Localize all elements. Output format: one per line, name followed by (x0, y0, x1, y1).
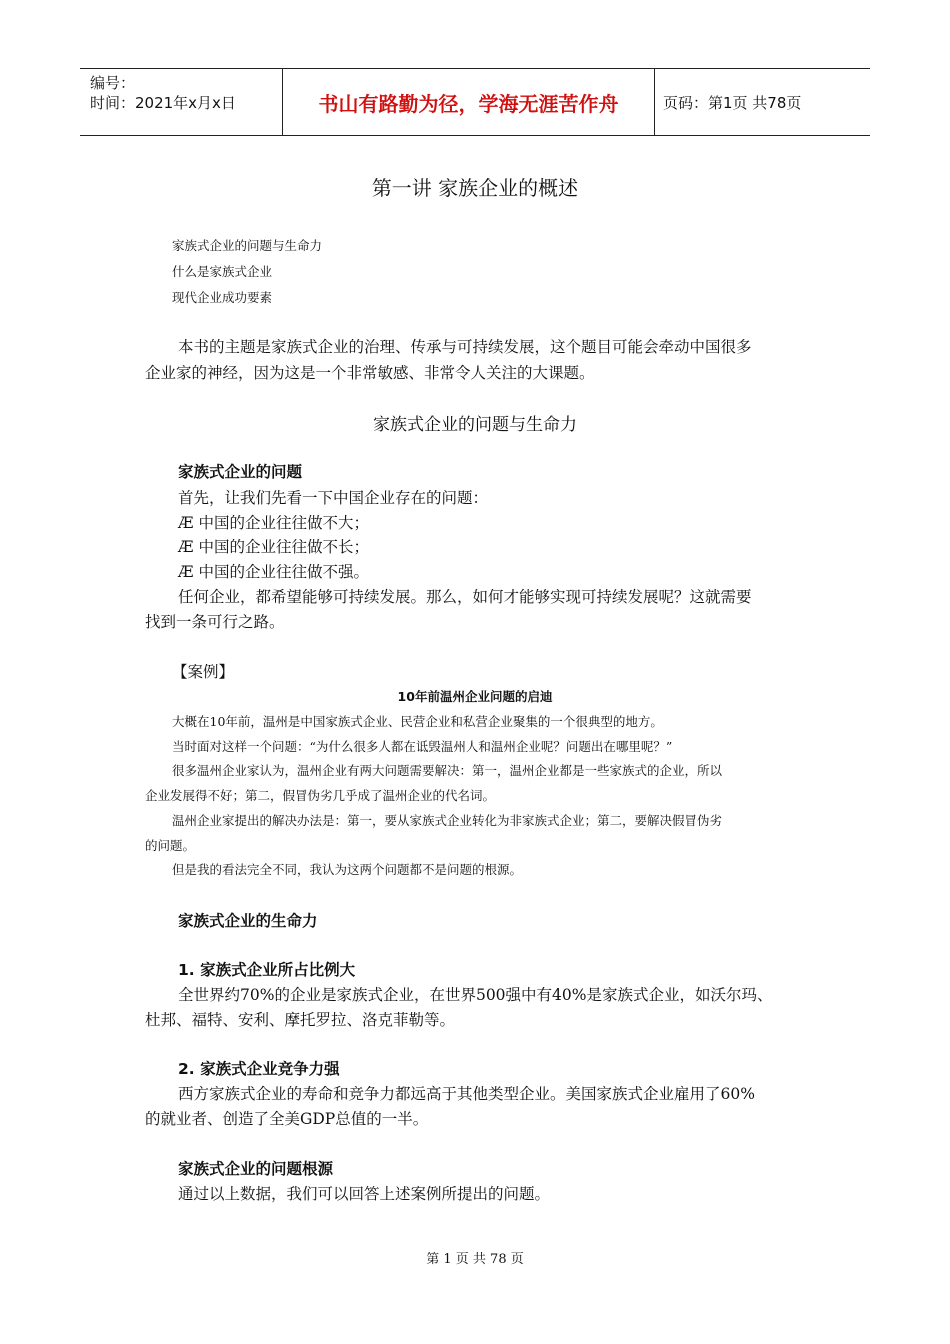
case-title: 10年前温州企业问题的启迪 (397, 689, 553, 704)
toc-item: 家族式企业的问题与生命力 (172, 238, 323, 253)
page-footer: 第 1 页 共 78 页 (426, 1252, 524, 1267)
vitality-sub1: 1. 家族式企业所占比例大 (178, 961, 356, 979)
time-label: 时间：2021年x月x日 (90, 94, 236, 112)
case-line: 温州企业家提出的解决办法是：第一，要从家族式企业转化为非家族式企业；第二，要解决假冒伪劣 (172, 813, 723, 828)
toc-item: 现代企业成功要素 (172, 290, 273, 305)
vitality-heading: 家族式企业的生命力 (178, 912, 318, 930)
case-line: 很多温州企业家认为，温州企业有两大问题需要解决：第一，温州企业都是一些家族式的企业，所以 (172, 763, 723, 778)
vitality-sub2-line: 西方家族式企业的寿命和竞争力都远高于其他类型企业。美国家族式企业雇用了60% (178, 1085, 755, 1103)
section-title: 家族式企业的问题与生命力 (373, 415, 577, 435)
header-table (80, 68, 870, 136)
root-text: 通过以上数据，我们可以回答上述案例所提出的问题。 (178, 1185, 551, 1203)
header-page-code: 页码：第1页 共78页 (663, 93, 802, 112)
case-line: 大概在10年前，温州是中国家族式企业、民营企业和私营企业聚集的一个很典型的地方。 (172, 714, 663, 729)
problems-heading: 家族式企业的问题 (178, 463, 303, 481)
intro-line: 企业家的神经，因为这是一个非常敏感、非常令人关注的大课题。 (145, 364, 595, 382)
case-line: 当时面对这样一个问题：“为什么很多人都在诋毁温州人和温州企业呢？问题出在哪里呢？” (172, 739, 673, 754)
header-meta (80, 69, 282, 135)
case-line: 的问题。 (145, 838, 196, 853)
header-motto (282, 69, 655, 135)
case-line: 企业发展得不好；第二，假冒伪劣几乎成了温州企业的代名词。 (145, 788, 496, 803)
vitality-sub2: 2. 家族式企业竞争力强 (178, 1060, 340, 1078)
vitality-sub2-line: 的就业者、创造了全美GDP总值的一半。 (145, 1110, 429, 1128)
problem-bullet: Æ 中国的企业往往做不强。 (178, 563, 369, 581)
case-line: 但是我的看法完全不同，我认为这两个问题都不是问题的根源。 (172, 862, 523, 877)
number-label: 编号： (90, 74, 136, 92)
motto-text: 书山有路勤为径，学海无涯苦作舟 (318, 91, 619, 116)
problems-para-line: 任何企业，都希望能够可持续发展。那么，如何才能够实现可持续发展呢？这就需要 (178, 588, 752, 606)
problems-lead: 首先，让我们先看一下中国企业存在的问题： (178, 489, 489, 507)
page-title: 第一讲 家族企业的概述 (371, 176, 579, 200)
intro-line: 本书的主题是家族式企业的治理、传承与可持续发展，这个题目可能会牵动中国很多 (178, 338, 752, 356)
problems-para-line: 找到一条可行之路。 (145, 613, 285, 631)
problem-bullet: Æ 中国的企业往往做不长； (178, 538, 369, 556)
toc-item: 什么是家族式企业 (172, 264, 273, 279)
vitality-sub1-line: 全世界约70%的企业是家族式企业，在世界500强中有40%是家族式企业，如沃尔玛、 (178, 986, 773, 1004)
problem-bullet: Æ 中国的企业往往做不大； (178, 514, 369, 532)
vitality-sub1-line: 杜邦、福特、安利、摩托罗拉、洛克菲勒等。 (145, 1011, 456, 1029)
case-label: 【案例】 (172, 663, 235, 681)
root-heading: 家族式企业的问题根源 (178, 1160, 334, 1178)
